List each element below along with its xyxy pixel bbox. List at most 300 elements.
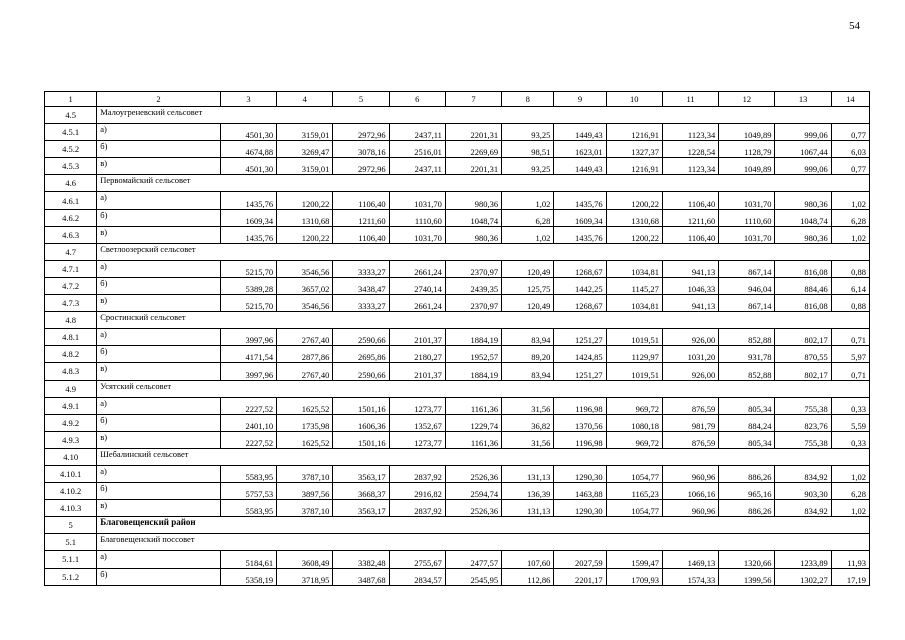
column-header: 7: [445, 92, 501, 107]
value-cell: 1469,13: [662, 551, 718, 568]
value-cell: 867,14: [719, 295, 775, 312]
value-cell: 823,76: [775, 414, 831, 431]
row-label: в): [97, 431, 221, 448]
row-id: 4.5.1: [45, 124, 97, 141]
value-cell: 999,06: [775, 124, 831, 141]
value-cell: 1290,30: [554, 500, 606, 517]
value-cell: 2661,24: [389, 295, 445, 312]
value-cell: 1609,34: [220, 209, 276, 226]
value-cell: 926,00: [662, 329, 718, 346]
value-cell: 98,51: [502, 141, 554, 158]
row-label: а): [97, 465, 221, 482]
value-cell: 1019,51: [606, 329, 662, 346]
row-id: 4.6.1: [45, 192, 97, 209]
row-id: 4.8: [45, 312, 97, 329]
value-cell: 816,08: [775, 295, 831, 312]
value-cell: 6,28: [502, 209, 554, 226]
value-cell: 1,02: [831, 465, 869, 482]
table-row: [45, 414, 870, 431]
value-cell: 1442,25: [554, 277, 606, 294]
value-cell: 3269,47: [277, 141, 333, 158]
value-cell: 2401,10: [220, 414, 276, 431]
row-id: 4.8.2: [45, 346, 97, 363]
row-label: а): [97, 124, 221, 141]
value-cell: 2834,57: [389, 568, 445, 585]
row-id: 5.1: [45, 534, 97, 551]
table-row: [45, 226, 870, 243]
value-cell: 3563,17: [333, 500, 389, 517]
table-row: [45, 260, 870, 277]
row-id: 4.6.3: [45, 226, 97, 243]
value-cell: 6,14: [831, 277, 869, 294]
value-cell: 2767,40: [277, 329, 333, 346]
value-cell: 2370,97: [445, 295, 501, 312]
value-cell: 1049,89: [719, 158, 775, 175]
value-cell: 83,94: [502, 329, 554, 346]
value-cell: 1048,74: [445, 209, 501, 226]
value-cell: 886,26: [719, 500, 775, 517]
value-cell: 2227,52: [220, 397, 276, 414]
table-row: [45, 124, 870, 141]
value-cell: 0,77: [831, 158, 869, 175]
value-cell: 2227,52: [220, 431, 276, 448]
value-cell: 1123,34: [662, 158, 718, 175]
row-id: 4.9: [45, 380, 97, 397]
value-cell: 1399,56: [719, 568, 775, 585]
section-title: Благовещенский район: [97, 517, 870, 534]
value-cell: 5583,95: [220, 500, 276, 517]
table-row: [45, 483, 870, 500]
section-title: Усятский сельсовет: [97, 380, 870, 397]
section-row: [45, 107, 870, 124]
value-cell: 1034,81: [606, 260, 662, 277]
row-id: 4.10.1: [45, 465, 97, 482]
row-id: 4.6.2: [45, 209, 97, 226]
value-cell: 6,03: [831, 141, 869, 158]
table-row: [45, 141, 870, 158]
value-cell: 802,17: [775, 329, 831, 346]
row-id: 5.1.1: [45, 551, 97, 568]
value-cell: 2526,36: [445, 500, 501, 517]
row-label: б): [97, 568, 221, 585]
value-cell: 946,04: [719, 277, 775, 294]
column-header: 1: [45, 92, 97, 107]
value-cell: 1625,52: [277, 431, 333, 448]
value-cell: 0,77: [831, 124, 869, 141]
value-cell: 2740,14: [389, 277, 445, 294]
table-row: [45, 431, 870, 448]
value-cell: 965,16: [719, 483, 775, 500]
value-cell: 1320,66: [719, 551, 775, 568]
value-cell: 3333,27: [333, 295, 389, 312]
value-cell: 969,72: [606, 397, 662, 414]
value-cell: 1623,01: [554, 141, 606, 158]
value-cell: 1067,44: [775, 141, 831, 158]
value-cell: 1048,74: [775, 209, 831, 226]
value-cell: 1352,67: [389, 414, 445, 431]
value-cell: 0,33: [831, 397, 869, 414]
value-cell: 1327,37: [606, 141, 662, 158]
column-header: 11: [662, 92, 718, 107]
value-cell: 805,34: [719, 431, 775, 448]
table-row: [45, 465, 870, 482]
value-cell: 1054,77: [606, 465, 662, 482]
table-row: [45, 397, 870, 414]
value-cell: 0,71: [831, 329, 869, 346]
value-cell: 3608,49: [277, 551, 333, 568]
value-cell: 926,00: [662, 363, 718, 380]
table-row: [45, 158, 870, 175]
value-cell: 1233,89: [775, 551, 831, 568]
value-cell: 2101,37: [389, 329, 445, 346]
value-cell: 1200,22: [606, 226, 662, 243]
value-cell: 5,97: [831, 346, 869, 363]
value-cell: 1,02: [502, 192, 554, 209]
value-cell: 886,26: [719, 465, 775, 482]
column-header: 6: [389, 92, 445, 107]
value-cell: 1574,33: [662, 568, 718, 585]
table-row: [45, 192, 870, 209]
value-cell: 816,08: [775, 260, 831, 277]
value-cell: 6,28: [831, 209, 869, 226]
value-cell: 0,88: [831, 295, 869, 312]
column-header: 14: [831, 92, 869, 107]
value-cell: 931,78: [719, 346, 775, 363]
value-cell: 131,13: [502, 500, 554, 517]
row-id: 5: [45, 517, 97, 534]
section-row: [45, 380, 870, 397]
value-cell: 884,46: [775, 277, 831, 294]
value-cell: 2370,97: [445, 260, 501, 277]
row-id: 4.6: [45, 175, 97, 192]
value-cell: 1106,40: [662, 192, 718, 209]
table-row: [45, 568, 870, 585]
row-label: а): [97, 551, 221, 568]
value-cell: 1110,60: [389, 209, 445, 226]
value-cell: 834,92: [775, 465, 831, 482]
value-cell: 1054,77: [606, 500, 662, 517]
value-cell: 2695,86: [333, 346, 389, 363]
value-cell: 2477,57: [445, 551, 501, 568]
value-cell: 1196,98: [554, 397, 606, 414]
value-cell: 4501,30: [220, 124, 276, 141]
row-id: 4.9.1: [45, 397, 97, 414]
row-label: а): [97, 329, 221, 346]
value-cell: 2201,31: [445, 158, 501, 175]
value-cell: 2201,17: [554, 568, 606, 585]
value-cell: 1211,60: [333, 209, 389, 226]
value-cell: 120,49: [502, 295, 554, 312]
value-cell: 4171,54: [220, 346, 276, 363]
value-cell: 3487,68: [333, 568, 389, 585]
value-cell: 2916,82: [389, 483, 445, 500]
value-cell: 1145,27: [606, 277, 662, 294]
value-cell: 93,25: [502, 158, 554, 175]
value-cell: 3382,48: [333, 551, 389, 568]
value-cell: 2269,69: [445, 141, 501, 158]
value-cell: 5215,70: [220, 295, 276, 312]
row-label: в): [97, 158, 221, 175]
value-cell: 1609,34: [554, 209, 606, 226]
table-row: [45, 500, 870, 517]
value-cell: 1080,18: [606, 414, 662, 431]
value-cell: 1370,56: [554, 414, 606, 431]
value-cell: 981,79: [662, 414, 718, 431]
value-cell: 1,02: [831, 500, 869, 517]
value-cell: 1424,85: [554, 346, 606, 363]
value-cell: 31,56: [502, 431, 554, 448]
row-label: б): [97, 346, 221, 363]
value-cell: 867,14: [719, 260, 775, 277]
section-row: [45, 534, 870, 551]
value-cell: 3787,10: [277, 465, 333, 482]
value-cell: 1435,76: [554, 192, 606, 209]
value-cell: 112,86: [502, 568, 554, 585]
value-cell: 1884,19: [445, 329, 501, 346]
value-cell: 5389,28: [220, 277, 276, 294]
value-cell: 17,19: [831, 568, 869, 585]
value-cell: 3657,02: [277, 277, 333, 294]
value-cell: 876,59: [662, 397, 718, 414]
value-cell: 1031,70: [719, 226, 775, 243]
value-cell: 1599,47: [606, 551, 662, 568]
value-cell: 2180,27: [389, 346, 445, 363]
value-cell: 3438,47: [333, 277, 389, 294]
section-row: [45, 448, 870, 465]
value-cell: 1302,27: [775, 568, 831, 585]
value-cell: 3159,01: [277, 158, 333, 175]
value-cell: 1228,54: [662, 141, 718, 158]
value-cell: 1251,27: [554, 363, 606, 380]
value-cell: 1501,16: [333, 431, 389, 448]
value-cell: 1165,23: [606, 483, 662, 500]
value-cell: 2439,35: [445, 277, 501, 294]
value-cell: 4674,88: [220, 141, 276, 158]
row-id: 4.5.2: [45, 141, 97, 158]
row-id: 5.1.2: [45, 568, 97, 585]
value-cell: 980,36: [775, 192, 831, 209]
row-label: б): [97, 277, 221, 294]
value-cell: 1066,16: [662, 483, 718, 500]
value-cell: 5757,53: [220, 483, 276, 500]
value-cell: 3159,01: [277, 124, 333, 141]
value-cell: 3546,56: [277, 295, 333, 312]
row-id: 4.5.3: [45, 158, 97, 175]
value-cell: 1,02: [831, 192, 869, 209]
value-cell: 1251,27: [554, 329, 606, 346]
value-cell: 1031,20: [662, 346, 718, 363]
value-cell: 1,02: [831, 226, 869, 243]
value-cell: 5358,19: [220, 568, 276, 585]
value-cell: 852,88: [719, 363, 775, 380]
section-row: [45, 517, 870, 534]
value-cell: 2837,92: [389, 500, 445, 517]
value-cell: 2437,11: [389, 158, 445, 175]
value-cell: 884,24: [719, 414, 775, 431]
value-cell: 870,55: [775, 346, 831, 363]
value-cell: 1216,91: [606, 158, 662, 175]
value-cell: 2661,24: [389, 260, 445, 277]
value-cell: 1501,16: [333, 397, 389, 414]
section-title: Шебалинский сельсовет: [97, 448, 870, 465]
table-row: [45, 346, 870, 363]
row-id: 4.10.3: [45, 500, 97, 517]
value-cell: 1268,67: [554, 295, 606, 312]
value-cell: 1268,67: [554, 260, 606, 277]
row-label: в): [97, 226, 221, 243]
row-id: 4.9.2: [45, 414, 97, 431]
value-cell: 2437,11: [389, 124, 445, 141]
value-cell: 1310,68: [606, 209, 662, 226]
value-cell: 11,93: [831, 551, 869, 568]
value-cell: 1,02: [502, 226, 554, 243]
row-label: а): [97, 397, 221, 414]
value-cell: 941,13: [662, 260, 718, 277]
value-cell: 1216,91: [606, 124, 662, 141]
value-cell: 0,88: [831, 260, 869, 277]
value-cell: 2516,01: [389, 141, 445, 158]
value-cell: 960,96: [662, 500, 718, 517]
row-label: б): [97, 141, 221, 158]
value-cell: 93,25: [502, 124, 554, 141]
row-label: а): [97, 260, 221, 277]
value-cell: 2545,95: [445, 568, 501, 585]
value-cell: 3563,17: [333, 465, 389, 482]
section-row: [45, 175, 870, 192]
table-row: [45, 209, 870, 226]
column-header: 12: [719, 92, 775, 107]
column-header: 4: [277, 92, 333, 107]
value-cell: 1031,70: [719, 192, 775, 209]
value-cell: 1049,89: [719, 124, 775, 141]
value-cell: 805,34: [719, 397, 775, 414]
section-row: [45, 312, 870, 329]
data-table: [44, 91, 870, 586]
value-cell: 36,82: [502, 414, 554, 431]
value-cell: 1449,43: [554, 158, 606, 175]
section-title: Светлоозерский сельсовет: [97, 243, 870, 260]
value-cell: 1019,51: [606, 363, 662, 380]
value-cell: 83,94: [502, 363, 554, 380]
value-cell: 1435,76: [554, 226, 606, 243]
header-row: [45, 92, 870, 107]
value-cell: 2837,92: [389, 465, 445, 482]
value-cell: 0,33: [831, 431, 869, 448]
value-cell: 107,60: [502, 551, 554, 568]
value-cell: 980,36: [775, 226, 831, 243]
row-label: в): [97, 295, 221, 312]
row-id: 4.8.1: [45, 329, 97, 346]
column-header: 3: [220, 92, 276, 107]
row-label: б): [97, 209, 221, 226]
value-cell: 1449,43: [554, 124, 606, 141]
value-cell: 1046,33: [662, 277, 718, 294]
value-cell: 1884,19: [445, 363, 501, 380]
value-cell: 3787,10: [277, 500, 333, 517]
row-id: 4.8.3: [45, 363, 97, 380]
value-cell: 2201,31: [445, 124, 501, 141]
value-cell: 2767,40: [277, 363, 333, 380]
value-cell: 5184,61: [220, 551, 276, 568]
value-cell: 1229,74: [445, 414, 501, 431]
value-cell: 1310,68: [277, 209, 333, 226]
value-cell: 3333,27: [333, 260, 389, 277]
value-cell: 1200,22: [277, 192, 333, 209]
row-label: а): [97, 192, 221, 209]
value-cell: 1123,34: [662, 124, 718, 141]
section-title: Первомайский сельсовет: [97, 175, 870, 192]
value-cell: 31,56: [502, 397, 554, 414]
value-cell: 2590,66: [333, 363, 389, 380]
value-cell: 1106,40: [662, 226, 718, 243]
value-cell: 1435,76: [220, 192, 276, 209]
row-label: в): [97, 500, 221, 517]
row-label: в): [97, 363, 221, 380]
value-cell: 1625,52: [277, 397, 333, 414]
value-cell: 960,96: [662, 465, 718, 482]
value-cell: 2101,37: [389, 363, 445, 380]
row-label: б): [97, 483, 221, 500]
value-cell: 1161,36: [445, 397, 501, 414]
table-row: [45, 277, 870, 294]
section-title: Благовещенский поссовет: [97, 534, 870, 551]
value-cell: 755,38: [775, 431, 831, 448]
section-title: Малоугреневский сельсовет: [97, 107, 870, 124]
table-row: [45, 295, 870, 312]
row-id: 4.9.3: [45, 431, 97, 448]
value-cell: 1200,22: [277, 226, 333, 243]
value-cell: 903,30: [775, 483, 831, 500]
row-id: 4.7.2: [45, 277, 97, 294]
value-cell: 980,36: [445, 192, 501, 209]
page-number: 54: [849, 20, 860, 32]
value-cell: 6,28: [831, 483, 869, 500]
value-cell: 1031,70: [389, 226, 445, 243]
value-cell: 2027,59: [554, 551, 606, 568]
value-cell: 2590,66: [333, 329, 389, 346]
value-cell: 1106,40: [333, 192, 389, 209]
value-cell: 1211,60: [662, 209, 718, 226]
value-cell: 136,39: [502, 483, 554, 500]
row-id: 4.10: [45, 448, 97, 465]
value-cell: 3718,95: [277, 568, 333, 585]
column-header: 9: [554, 92, 606, 107]
value-cell: 802,17: [775, 363, 831, 380]
value-cell: 3546,56: [277, 260, 333, 277]
table-row: [45, 329, 870, 346]
column-header: 2: [97, 92, 221, 107]
value-cell: 4501,30: [220, 158, 276, 175]
value-cell: 3997,96: [220, 329, 276, 346]
table-row: [45, 363, 870, 380]
value-cell: 1128,79: [719, 141, 775, 158]
value-cell: 5,59: [831, 414, 869, 431]
value-cell: 980,36: [445, 226, 501, 243]
value-cell: 2972,96: [333, 124, 389, 141]
value-cell: 2526,36: [445, 465, 501, 482]
row-id: 4.5: [45, 107, 97, 124]
section-title: Сростинский сельсовет: [97, 312, 870, 329]
table-row: [45, 551, 870, 568]
value-cell: 5215,70: [220, 260, 276, 277]
value-cell: 125,75: [502, 277, 554, 294]
value-cell: 131,13: [502, 465, 554, 482]
value-cell: 3668,37: [333, 483, 389, 500]
value-cell: 969,72: [606, 431, 662, 448]
value-cell: 1952,57: [445, 346, 501, 363]
value-cell: 120,49: [502, 260, 554, 277]
value-cell: 3078,16: [333, 141, 389, 158]
